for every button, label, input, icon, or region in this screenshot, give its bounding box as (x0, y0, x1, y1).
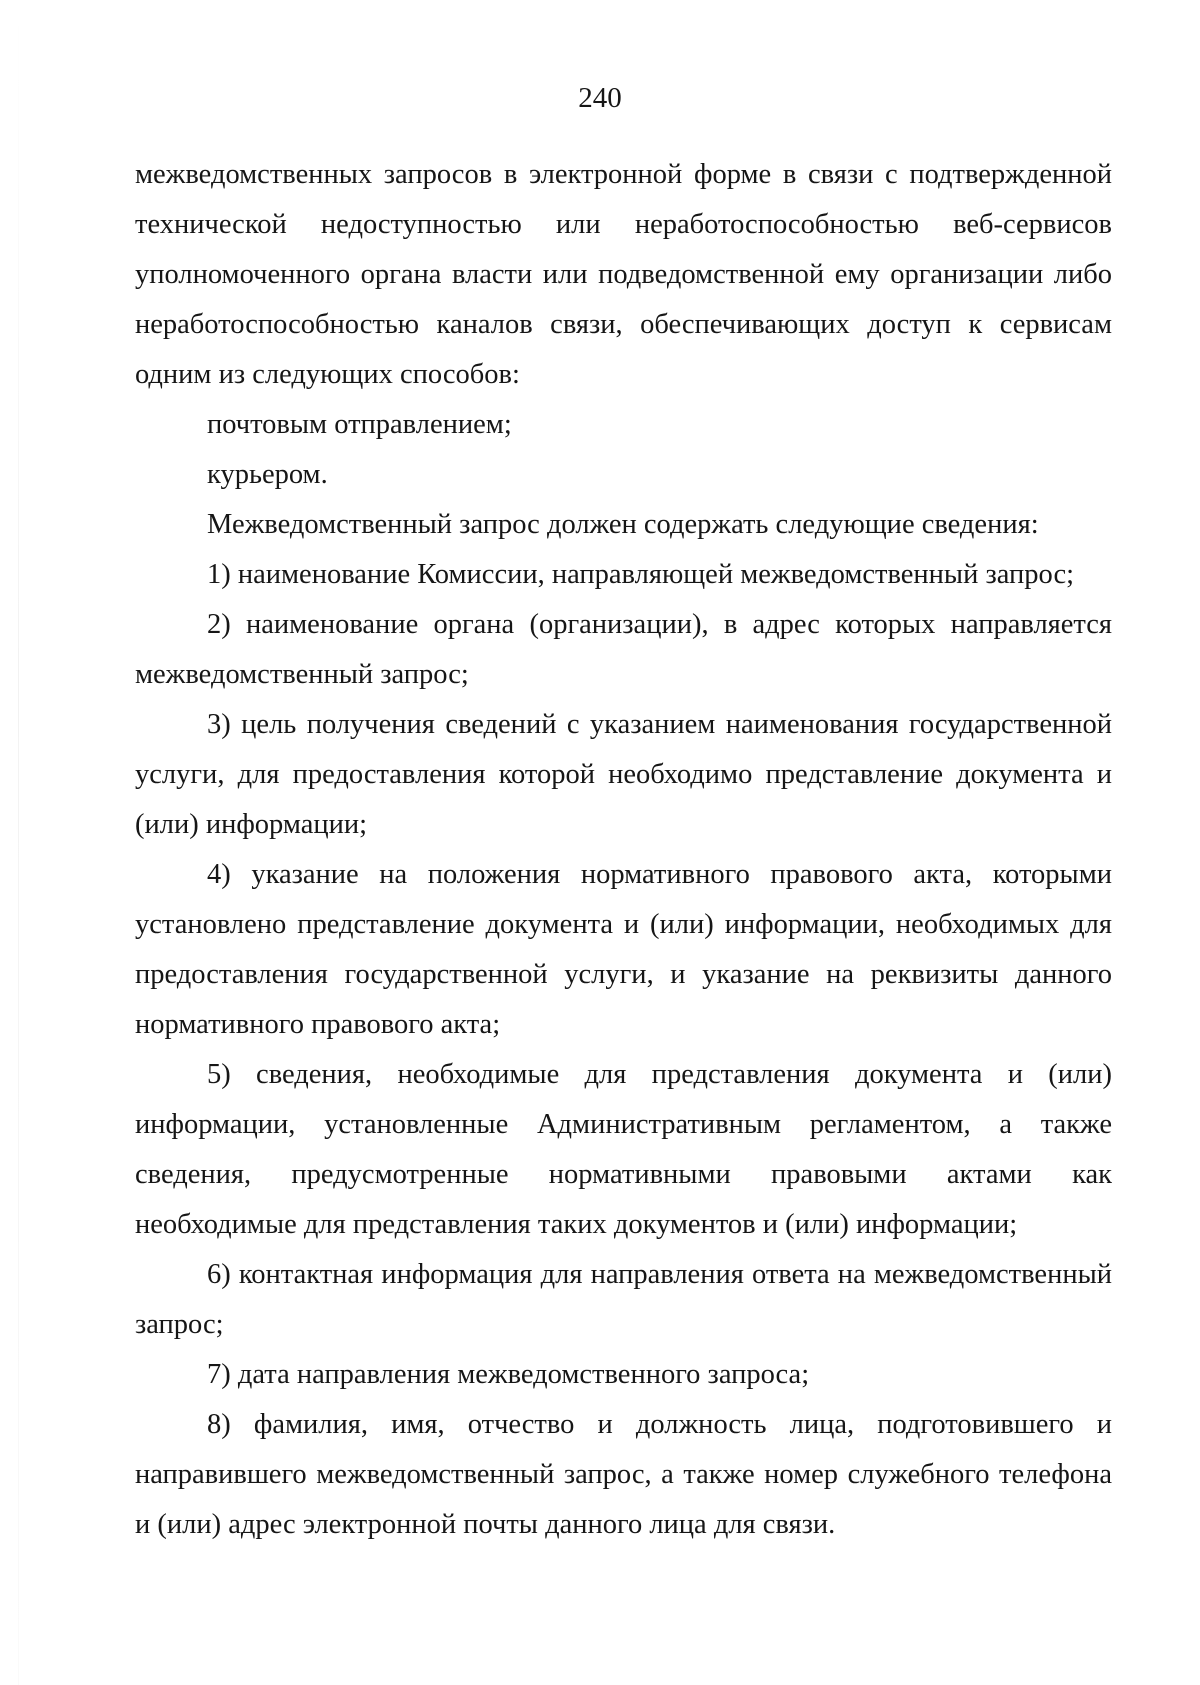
list-item-2: 2) наименование органа (организации), в адрес которых направляется межведомственный запрос; (135, 609, 1112, 690)
list-item-8: 8) фамилия, имя, отчество и должность лица, подготовившего и направившего межведомственный запрос, а также номер служебного телефона и (или) адрес электронной почты данного лица для связи. (135, 1409, 1112, 1540)
list-item-3: 3) цель получения сведений с указанием наименования государственной услуги, для предоставления которой необходимо представление документа и (или) информации; (135, 709, 1112, 840)
paragraph-request-contents-intro: Межведомственный запрос должен содержать следующие сведения: (207, 509, 1039, 540)
list-item-7: 7) дата направления межведомственного запроса; (207, 1359, 810, 1390)
list-item-5: 5) сведения, необходимые для представления документа и (или) информации, установленные Административным регламентом, а также сведения, предусмотренные нормативными правовыми актами как необходимые для представления таких документов и (или) информации; (135, 1059, 1112, 1240)
list-item-6: 6) контактная информация для направления ответа на межведомственный запрос; (135, 1259, 1112, 1340)
list-item-4: 4) указание на положения нормативного правового акта, которыми установлено представление документа и (или) информации, необходимых для предоставления государственной услуги, и указание на реквизиты данного нормативного правового акта; (135, 859, 1112, 1040)
list-item-1: 1) наименование Комиссии, направляющей межведомственный запрос; (207, 559, 1075, 590)
paragraph-method-post: почтовым отправлением; (207, 409, 512, 440)
page-number: 240 (578, 82, 622, 114)
document-body (135, 150, 1112, 1550)
paragraph-continuation: межведомственных запросов в электронной форме в связи с подтвержденной технической недоступностью или неработоспособностью веб-сервисов уполномоченного органа власти или подведомственной ему организации либо неработоспособностью каналов связи, обеспечивающих доступ к сервисам одним из следующих способов: (135, 159, 1112, 390)
paragraph-method-courier: курьером. (207, 459, 328, 490)
scan-edge (18, 0, 19, 1685)
